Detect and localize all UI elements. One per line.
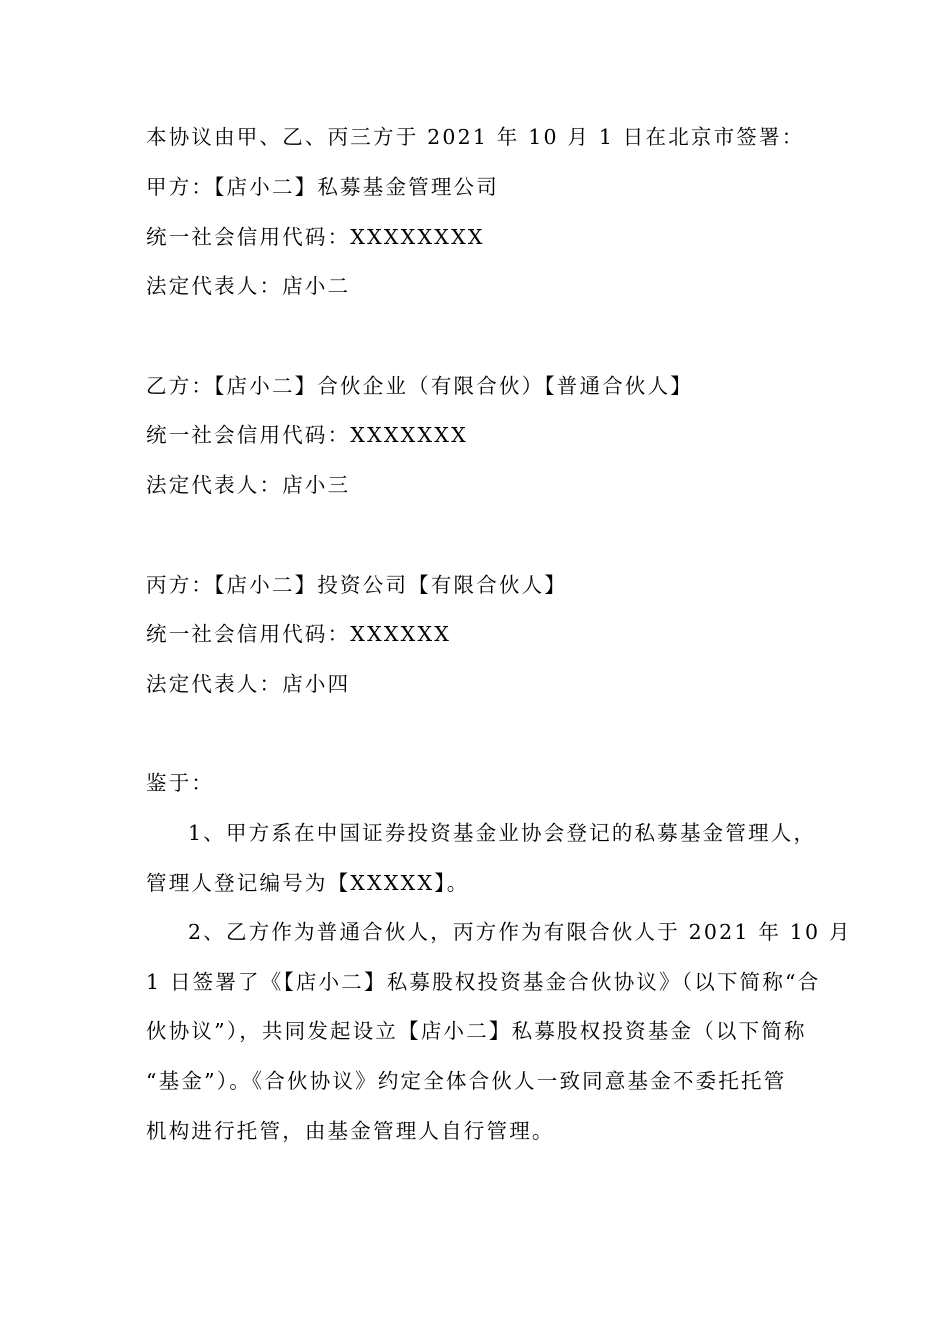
whereas-item2-line: 机构进行托管，由基金管理人自行管理。 bbox=[146, 1119, 555, 1143]
party-b-name: 乙方：【店小二】合伙企业（有限合伙）【普通合伙人】 bbox=[146, 374, 693, 398]
party-a-name: 甲方：【店小二】私募基金管理公司 bbox=[146, 175, 499, 199]
whereas-item1-line: 1、甲方系在中国证券投资基金业协会登记的私募基金管理人， bbox=[188, 821, 817, 845]
whereas-item2-line: 2、乙方作为普通合伙人，丙方作为有限合伙人于 2021 年 10 月 bbox=[188, 920, 852, 944]
party-c-name: 丙方：【店小二】投资公司【有限合伙人】 bbox=[146, 573, 568, 597]
party-a-credit-code: 统一社会信用代码：XXXXXXXX bbox=[146, 225, 485, 249]
whereas-item1-line: 管理人登记编号为【XXXXX】。 bbox=[146, 871, 470, 895]
whereas-heading: 鉴于： bbox=[146, 771, 215, 795]
party-c-representative: 法定代表人：店小四 bbox=[146, 672, 351, 696]
whereas-item2-line: 伙协议”），共同发起设立【店小二】私募股权投资基金（以下简称 bbox=[146, 1019, 807, 1043]
whereas-item2-line: “基金”）。《合伙协议》约定全体合伙人一致同意基金不委托托管 bbox=[146, 1069, 787, 1093]
intro-line: 本协议由甲、乙、丙三方于 2021 年 10 月 1 日在北京市签署： bbox=[146, 125, 805, 149]
party-a-representative: 法定代表人：店小二 bbox=[146, 274, 351, 298]
whereas-item2-line: 1 日签署了《【店小二】私募股权投资基金合伙协议》（以下简称“合 bbox=[146, 970, 821, 994]
party-b-representative: 法定代表人：店小三 bbox=[146, 473, 351, 497]
party-c-credit-code: 统一社会信用代码：XXXXXX bbox=[146, 622, 452, 646]
party-b-credit-code: 统一社会信用代码：XXXXXXX bbox=[146, 423, 468, 447]
